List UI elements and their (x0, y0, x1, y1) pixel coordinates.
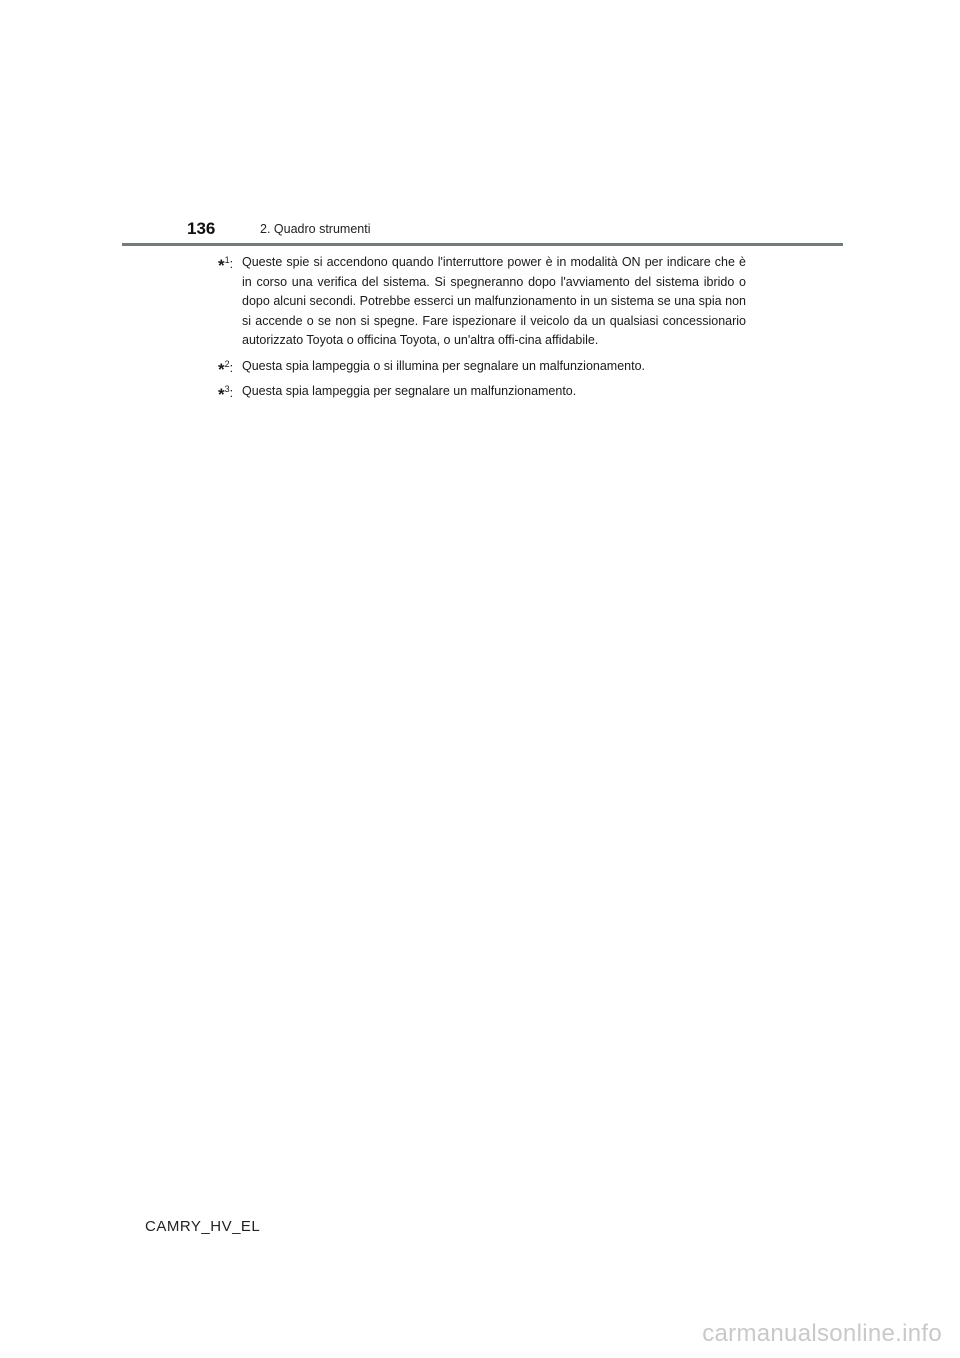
footnote-2: *$^2$: Questa spia lampeggia o si illumina per segnalare un malfunzionamento. (218, 357, 746, 377)
footnote-text: Questa spia lampeggia o si illumina per segnalare un malfunzionamento. (242, 358, 646, 373)
page-number: 136 (187, 219, 216, 238)
header-divider (122, 243, 843, 246)
watermark: carmanualsonline.info (702, 1320, 942, 1347)
footnote-asterisk: * (218, 385, 225, 404)
footnote-number: 1 (224, 254, 230, 265)
footnote-number: 3 (224, 383, 230, 394)
footnote-number: 2 (224, 358, 230, 369)
footnote-text: Questa spia lampeggia per segnalare un malfunzionamento. (242, 384, 577, 398)
section-title: 2. Quadro strumenti (260, 222, 371, 236)
footnote-asterisk: * (218, 359, 225, 379)
footnote-1: *$^1$: Queste spie si accendono quando l'interruttore power è in modalità ON per indicare che è in corso una verifica del sistema. Si spegneranno dopo l'avviamento del sistema ibrido o dopo alcuni secondi. Potrebbe esserci un malfunzionamento in un sistema se una spia non si accende o se non si spegne. Fare ispezionare il veicolo da un qualsiasi concessionario autorizzato Toyota o officina Toyota, o un'altra offi-cina affidabile. (218, 253, 746, 351)
footnote-asterisk: * (218, 256, 225, 275)
footnote-3: *$^3$: Questa spia lampeggia per segnalare un malfunzionamento. (218, 382, 746, 402)
footnote-text: Queste spie si accendono quando l'interruttore power è in modalità ON per indicare che è in corso una verifica del sistema. Si spegneranno dopo l'avviamento del sistema ibrido o dopo alcuni secondi. Potrebbe esserci un malfunzionamento in un sistema se una spia non si accende o se non si spegne. Fare ispezionare il veicolo da un qualsiasi concessionario autorizzato Toyota o officina Toyota, o un'altra offi-cina affidabile. (242, 255, 746, 347)
document-code: CAMRY_HV_EL (145, 1218, 261, 1235)
footnotes (218, 253, 746, 408)
